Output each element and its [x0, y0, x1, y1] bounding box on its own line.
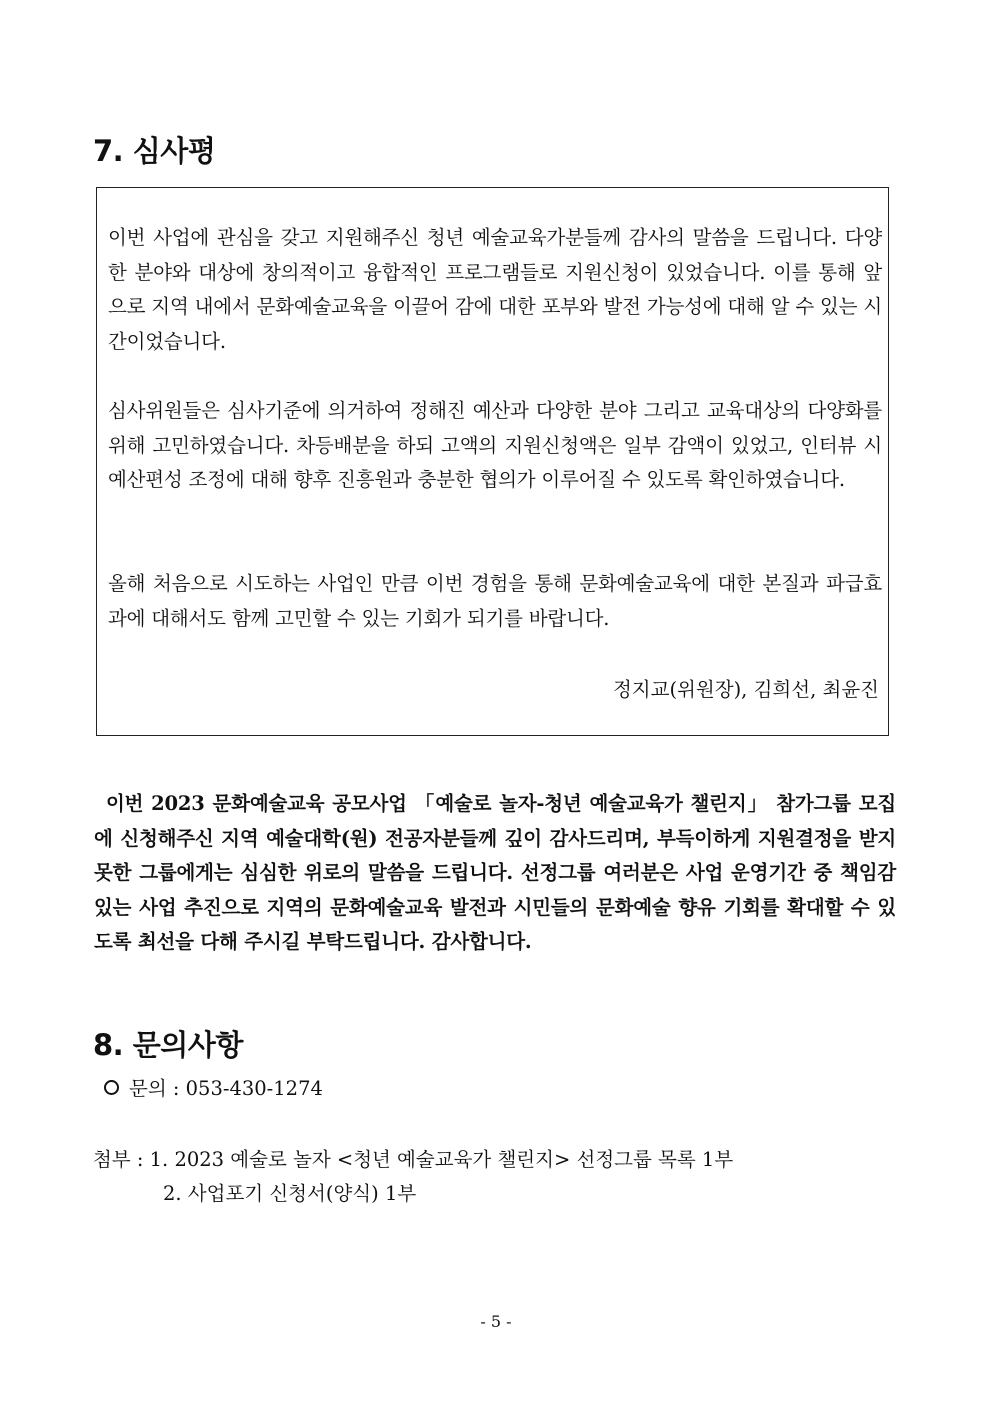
- attachment-line-1: 첨부 : 1. 2023 예술로 놀자 <청년 예술교육가 챌린지> 선정그룹 목록 1부: [93, 1148, 734, 1171]
- review-paragraph-2: 심사위원들은 심사기준에 의거하여 정해진 예산과 다양한 분야 그리고 교육대상의 다양화를 위해 고민하였습니다. 차등배분을 하되 고액의 지원신청액은 일부 감액이 있었고, 인터뷰 시 예산편성 조정에 대해 향후 진흥원과 충분한 협의가 이루어질 수 있도록 확인하였습니다.: [108, 399, 882, 492]
- circle-bullet-icon: [104, 1080, 119, 1095]
- review-paragraph-3: 올해 처음으로 시도하는 사업인 만큼 이번 경험을 통해 문화예술교육에 대한 본질과 파급효과에 대해서도 함께 고민할 수 있는 기회가 되기를 바랍니다.: [108, 572, 882, 630]
- section-7-heading: 7. 심사평: [93, 134, 216, 168]
- attachment-line-2: 2. 사업포기 신청서(양식) 1부: [163, 1182, 417, 1205]
- reviewer-signature: 정지교(위원장), 김희선, 최윤진: [612, 678, 879, 701]
- review-comment-box: [96, 187, 889, 736]
- page-number: - 5 -: [480, 1312, 512, 1331]
- section-8-heading: 8. 문의사항: [93, 1028, 243, 1062]
- contact-line: [104, 1072, 323, 1106]
- contact-text: 문의 : 053-430-1274: [129, 1077, 323, 1100]
- review-paragraph-1: 이번 사업에 관심을 갖고 지원해주신 청년 예술교육가분들께 감사의 말씀을 드립니다. 다양한 분야와 대상에 창의적이고 융합적인 프로그램들로 지원신청이 있었습니다. 이를 통해 앞으로 지역 내에서 문화예술교육을 이끌어 감에 대한 포부와 발전 가능성에 대해 알 수 있는 시간이었습니다.: [108, 226, 882, 353]
- closing-message: 이번 2023 문화예술교육 공모사업 「예술로 놀자-청년 예술교육가 챌린지」 참가그룹 모집에 신청해주신 지역 예술대학(원) 전공자분들께 깊이 감사드리며, 부득이하게 지원결정을 받지 못한 그룹에게는 심심한 위로의 말씀을 드립니다. 선정그룹 여러분은 사업 운영기간 중 책임감 있는 사업 추진으로 지역의 문화예술교육 발전과 시민들의 문화예술 향유 기회를 확대할 수 있도록 최선을 다해 주시길 부탁드립니다. 감사합니다.: [94, 792, 896, 954]
